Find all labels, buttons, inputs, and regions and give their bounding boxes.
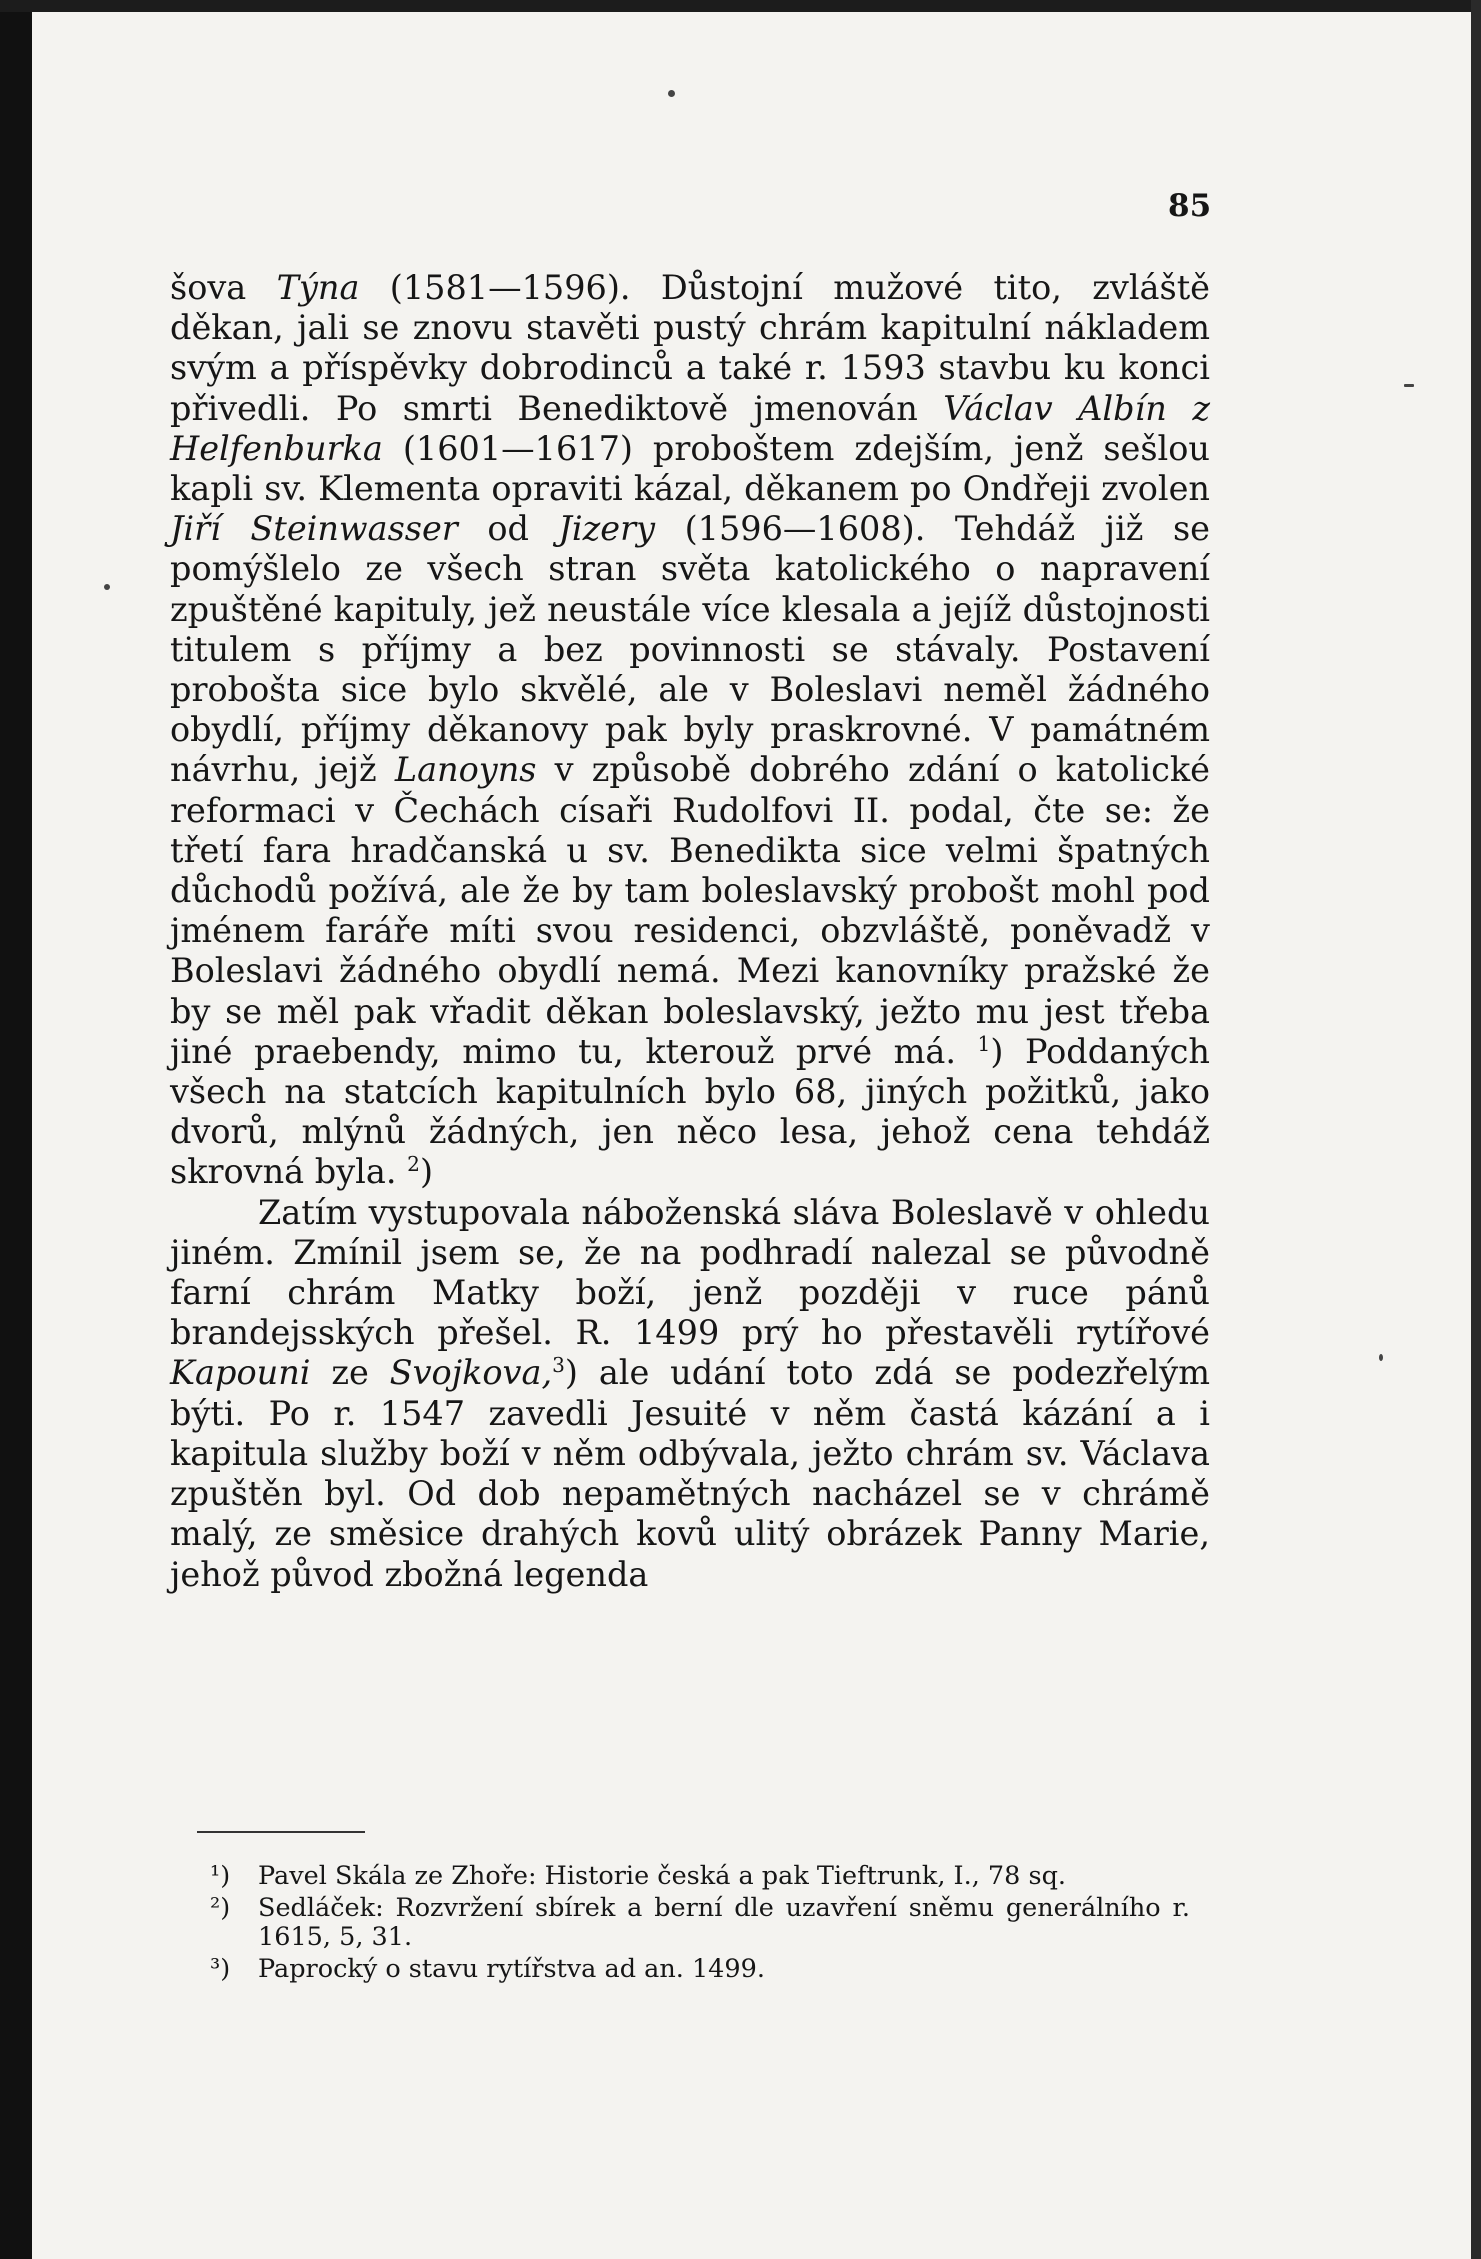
footnote-3 <box>210 1955 1190 1985</box>
footnote-2 <box>210 1894 1190 1953</box>
italic-name: Kapouni <box>170 1353 311 1393</box>
scan-right-edge <box>1471 0 1481 2259</box>
footnote-ref-3[interactable]: 3 <box>552 1353 565 1378</box>
text-run: ) <box>419 1152 434 1192</box>
footnote-ref-2[interactable]: 2 <box>407 1152 420 1177</box>
text-run: ) ale udání toto zdá se podezřelým býti. Po r. 1547 zavedli Jesuité v něm častá kázání a i kapitula služby boží v něm odbývala, ježto chrám sv. Václava zpuštěn byl. Od dob nepamětných nacházel se v chrámě malý, ze směsice drahých kovů ulitý obrázek Panny Marie, jehož původ zbožná legenda <box>170 1353 1210 1594</box>
text-run: v způsobě dobrého zdání o katolické reformaci v Čechách císaři Rudolfovi II. podal, čte se: že třetí fara hradčanská u sv. Benedikta sice velmi špatných důchodů požívá, ale že by tam boleslavský probošt mohl pod jménem faráře míti svou residenci, obzvláště, poněvadž v Boleslavi žádného obydlí nemá. Mezi kanovníky pražské že by se měl pak vřadit děkan boleslavský, ježto mu jest třeba jiné praebendy, mimo tu, kterouž prvé má. <box>170 750 1210 1071</box>
scan-speck <box>1379 1354 1383 1361</box>
footnote-marker: ²) <box>210 1892 231 1923</box>
scan-left-edge <box>0 0 32 2259</box>
text-run: (1581—1596). Důstojní mužové tito, zvláště děkan, jali se znovu stavěti pustý chrám kapitulní nákladem svým a příspěvky dobrodinců a také r. 1593 stavbu ku konci přivedli. Po smrti Benediktově jmenován <box>170 268 1210 428</box>
italic-name: Jizery <box>558 509 656 549</box>
footnote-1 <box>210 1862 1190 1892</box>
text-run: (1601—1617) proboštem zdejším, jenž sešlou kapli sv. Klementa opraviti kázal, děkanem po Ondřeji zvolen <box>170 428 1210 509</box>
scan-top-edge <box>0 0 1481 12</box>
page-number: 85 <box>1168 188 1212 224</box>
footnote-text: Paprocký o stavu rytířstva ad an. 1499. <box>258 1953 765 1984</box>
footnote-ref-1[interactable]: 1 <box>977 1031 991 1056</box>
text-run: ze <box>310 1353 390 1393</box>
paragraph-1 <box>170 268 1210 1193</box>
scan-speck <box>668 90 675 97</box>
footnotes <box>210 1862 1190 1986</box>
paragraph-2 <box>170 1193 1210 1595</box>
text-run: šova <box>170 268 277 307</box>
text-run: ) Poddaných všech na statcích kapitulních bylo 68, jiných požitků, jako dvorů, mlýnů žádných, jen něco lesa, jehož cena tehdáž skrovná byla. <box>170 1031 1210 1192</box>
italic-name: Lanoyns <box>394 750 537 790</box>
text-run: od <box>457 509 559 549</box>
footnote-separator <box>197 1831 365 1833</box>
footnote-text: Sedláček: Rozvržení sbírek a berní dle uzavření sněmu generálního r. 1615, 5, 31. <box>258 1892 1190 1952</box>
footnote-text: Pavel Skála ze Zhoře: Historie česká a pak Tieftrunk, I., 78 sq. <box>258 1861 1066 1891</box>
body-text <box>170 268 1210 1595</box>
scan-speck <box>104 584 110 590</box>
scan-speck <box>1404 384 1414 387</box>
italic-name: Svojkova, <box>389 1353 553 1393</box>
text-run: (1596—1608). Tehdáž již se pomýšlelo ze všech stran světa katolického o napravení zpuštěné kapituly, jež neustále více klesala a jejíž důstojnosti titulem s příjmy a bez povinnosti se stávaly. Postavení probošta sice bylo skvělé, ale v Boleslavi neměl žádného obydlí, příjmy děkanovy pak byly praskrovné. V památném návrhu, jejž <box>170 509 1210 790</box>
italic-name: Jiří Steinwasser <box>170 509 458 549</box>
footnote-marker: ¹) <box>210 1861 231 1891</box>
text-run: Zatím vystupovala náboženská sláva Boleslavě v ohledu jiném. Zmínil jsem se, že na podhradí nalezal se původně farní chrám Matky boží, jenž později v ruce pánů brandejsských přešel. R. 1499 prý ho přestavěli rytířové <box>170 1192 1210 1353</box>
italic-name: Týna <box>276 268 360 307</box>
footnote-marker: ³) <box>210 1953 231 1984</box>
italic-name: Václav Albín z Helfenburka <box>170 388 1210 468</box>
